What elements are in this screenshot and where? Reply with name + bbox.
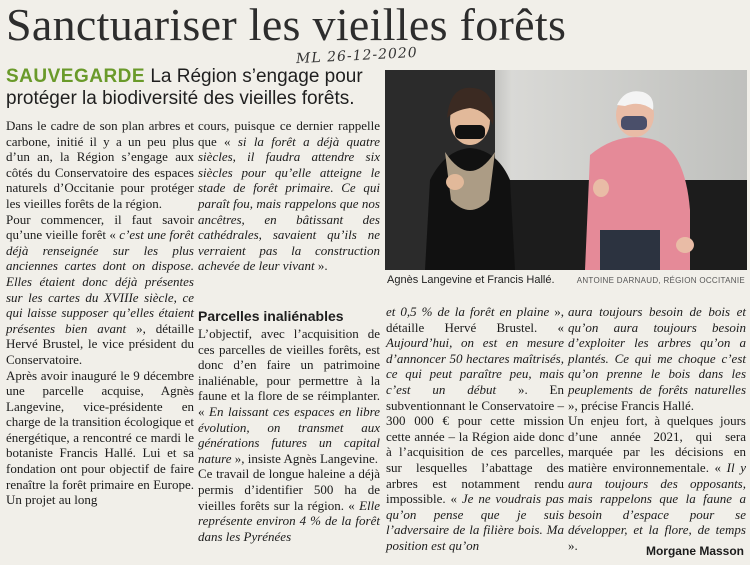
photo-illustration: [385, 70, 747, 270]
text-run: cours, puisque ce dernier rappelle que «: [198, 118, 380, 149]
quote: Aujourd’hui, on est en mesure d’annoncer 50 hectares maîtrisés, ce qui peut paraître peu, mais c’est un début: [386, 335, 564, 397]
caption-names: Agnès Langevine et Francis Hallé.: [387, 274, 555, 286]
article-column-3: [386, 304, 564, 554]
article-column-1: [6, 118, 194, 508]
text-run: ». En subventionnant le Conservatoire – 300 000 € pour cette mission cette année – la Région aide donc à l’acquisition de ces parcelles, sur lesquelles l’abattage des arbres est notamment rendu impossible. «: [386, 381, 564, 507]
photo-caption: [385, 274, 747, 290]
handwritten-date-note: ML 26-12-2020: [295, 44, 419, 68]
text-run: », détaille Hervé Brustel. «: [386, 304, 564, 335]
text-run: », insiste Agnès Langevine.: [231, 450, 379, 466]
photo-credit: ANTOINE DARNAUD, RÉGION OCCITANIE: [576, 276, 745, 285]
paragraph: [198, 466, 380, 544]
text-run: L’objectif, avec l’acquisition de ces parcelles de vieilles forêts, est donc d’en faire un patrimoine inaliénable, pour permettre à la faune et la flore de se réimplanter. «: [198, 326, 380, 419]
paragraph: [568, 304, 746, 413]
text-run: Ce travail de longue haleine a déjà permis d’identifier 500 ha de vieilles forêts sur la région. «: [198, 466, 380, 513]
section-subhead: Parcelles inaliénables: [198, 308, 344, 324]
kicker-label: SAUVEGARDE: [6, 66, 146, 87]
paragraph: Dans le cadre de son plan arbres et carbone, initié il y a un peu plus d’un an, la Région s’engage aux côtés du Conservatoire des espaces naturels d’Occitanie pour protéger les vieilles forêts de la région.: [6, 118, 194, 211]
article-column-2-bottom: [198, 326, 380, 544]
text-run: », détaille Hervé Brustel, le vice président du Conservatoire.: [6, 320, 194, 367]
text-run: Un enjeu fort, à quelques jours d’une année 2021, qui sera marquée par les décisions en matière environnementale. «: [568, 413, 746, 475]
paragraph: [386, 304, 564, 554]
quote: si la forêt a déjà quatre siècles, il faudra attendre six siècles pour qu’elle atteigne le stade de forêt primaire. Ce qui paraît fou, mais rappelons que nos ancêtres, en bâtissant des cathédrales, savaient qu’ils ne verraient pas la construction achevée de leur vivant: [198, 133, 380, 274]
paragraph: [6, 212, 194, 368]
text-run: ».: [568, 537, 578, 553]
article-deck: [6, 66, 386, 110]
article-photo: [385, 70, 747, 270]
article-column-4: [568, 304, 746, 554]
author-signature: Morgane Masson: [645, 544, 744, 558]
quote: c’est une forêt déjà renseignée sur les plus anciennes cartes dont on dispose. Elles étaient donc déjà présentes sur les cartes du XVIIIe siècle, ce qui laisse supposer qu’elles étaient présentes bien avant: [6, 227, 194, 336]
quote: Elle représente environ 4 % de la forêt dans les Pyrénées: [198, 497, 380, 544]
quote: Je ne voudrais pas qu’on pense que je suis l’adversaire de la filière bois. Ma position est qu’on: [386, 491, 564, 553]
paragraph: [568, 413, 746, 553]
quote: En laissant ces espaces en libre évolution, on transmet aux générations futures un capital nature: [198, 403, 381, 466]
quote: aura toujours besoin de bois et qu’on aura toujours besoin d’exploiter les arbres qu’on a plantés. Ce qui me choque c’est qu’on prenne le bois dans les peuplements de forêts naturelles: [568, 304, 746, 397]
quote: et 0,5 % de la forêt en plaine: [386, 304, 550, 319]
article-column-2-top: [198, 118, 380, 274]
paragraph: Après avoir inauguré le 9 décembre une parcelle acquise, Agnès Langevine, vice-présidente en charge de la transition écologique et énergétique, a rencontré ce mardi le botaniste Francis Hallé. Lui et sa fondation ont pour objectif de faire renaître la forêt primaire en Europe. Un projet au long: [6, 367, 194, 508]
text-run: ».: [314, 258, 328, 274]
article-headline: Sanctuariser les vieilles forêts: [6, 0, 567, 50]
quote: Il y aura toujours des opposants, mais rappelons que la faune a besoin d’espace pour se développer, et la flore, de temps: [568, 459, 746, 538]
paragraph: [198, 326, 380, 466]
text-run: Pour commencer, il faut savoir qu’une vieille forêt «: [6, 211, 194, 243]
text-run: », précise Francis Hallé.: [568, 397, 694, 413]
paragraph: [198, 118, 380, 274]
deck-text: La Région s’engage pour protéger la biodiversité des vieilles forêts.: [6, 66, 363, 109]
